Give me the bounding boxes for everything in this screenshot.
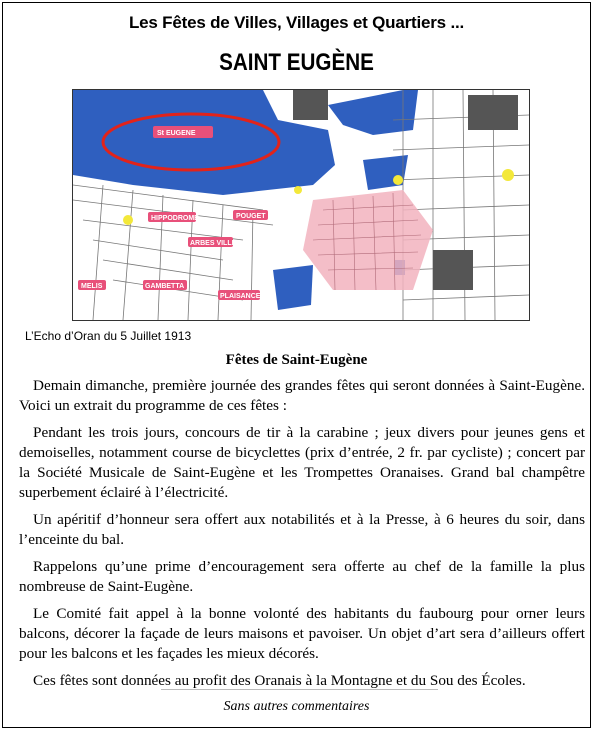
- map-city-district: [303, 190, 433, 290]
- article-body: [19, 376, 585, 698]
- page-title: SAINT EUGÈNE: [219, 49, 374, 76]
- map-label-hippodrome: HIPPODROME: [151, 215, 199, 222]
- map-label-pouget: POUGET: [236, 213, 266, 220]
- divider: [161, 689, 438, 690]
- article-paragraph: Rappelons qu’une prime d’encouragement sera offerte au chef de la famille la plus nombreuse de Saint-Eugène.: [19, 558, 585, 595]
- footer-note: Sans autres commentaires: [223, 699, 370, 714]
- article-paragraph: Demain dimanche, première journée des grandes fêtes qui seront données à Saint-Eugène. Voici un extrait du programme de ces fêtes :: [19, 377, 585, 414]
- map-label-plaisance: PLAISANCE: [220, 293, 261, 300]
- map-label-st-eugene: St EUGENE: [157, 130, 196, 137]
- article-paragraph: Le Comité fait appel à la bonne volonté des habitants du faubourg pour orner leurs balcons, décorer la façade de leurs maisons et pavoiser. Un objet d’art sera d’ailleurs offert pour les balcons et les façades les mieux décorés.: [19, 605, 585, 662]
- article-paragraph: Pendant les trois jours, concours de tir à la carabine ; jeux divers pour jeunes gens et demoiselles, notamment course de bicyclettes (prix d’entrée, 2 fr. par cycliste) ; concert par la Société Musicale de Saint-Eugène et les Trompettes Oranaises. Grand bal champêtre superbement éclairé à l’électricité.: [19, 424, 585, 501]
- map-label-melis: MELIS: [81, 283, 103, 290]
- map-label-arbes-ville: ARBES VILLE: [190, 240, 237, 247]
- article-page: [2, 2, 591, 728]
- series-heading: Les Fêtes de Villes, Villages et Quartiers ...: [128, 13, 465, 32]
- article-title: Fêtes de Saint-Eugène: [225, 352, 368, 368]
- article-paragraph: Un apéritif d’honneur sera offert aux notabilités et à la Presse, à 6 heures du soir, dans l’enceinte du bal.: [19, 511, 585, 548]
- source-caption: L’Echo d’Oran du 5 Juillet 1913: [25, 329, 192, 343]
- map-label-gambetta: GAMBETTA: [145, 283, 185, 290]
- article-paragraph: Ces fêtes sont données au profit des Oranais à la Montagne et du Sou des Écoles.: [33, 672, 526, 689]
- city-map: [72, 89, 530, 321]
